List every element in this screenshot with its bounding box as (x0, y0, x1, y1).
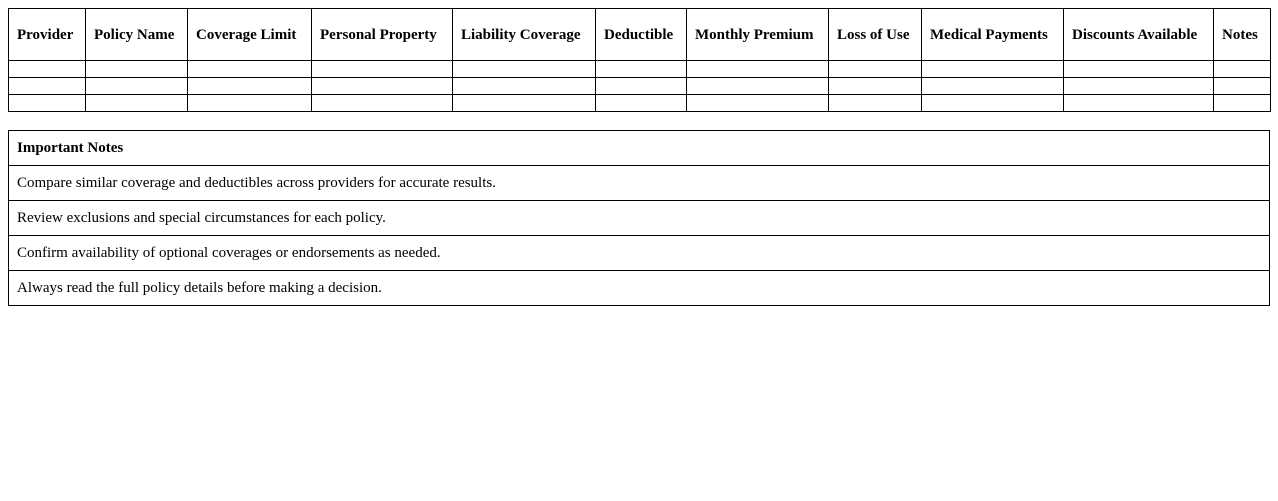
table-cell (86, 78, 188, 95)
table-cell (9, 95, 86, 112)
table-cell (312, 78, 453, 95)
important-notes-table (8, 130, 1270, 306)
table-cell (312, 61, 453, 78)
column-header-deductible: Deductible (596, 9, 687, 61)
column-header-loss-of-use: Loss of Use (829, 9, 922, 61)
note-item: Compare similar coverage and deductibles across providers for accurate results. (9, 166, 1270, 201)
column-header-provider: Provider (9, 9, 86, 61)
table-cell (596, 95, 687, 112)
table-cell (86, 95, 188, 112)
table-cell (9, 61, 86, 78)
column-header-medical-payments: Medical Payments (922, 9, 1064, 61)
table-cell (188, 78, 312, 95)
table-cell (922, 61, 1064, 78)
note-item: Always read the full policy details before making a decision. (9, 271, 1270, 306)
note-item: Review exclusions and special circumstances for each policy. (9, 201, 1270, 236)
column-header-coverage-limit: Coverage Limit (188, 9, 312, 61)
table-cell (596, 78, 687, 95)
table-cell (188, 61, 312, 78)
table-cell (596, 61, 687, 78)
table-cell (453, 61, 596, 78)
note-item: Confirm availability of optional coverages or endorsements as needed. (9, 236, 1270, 271)
table-cell (829, 78, 922, 95)
column-header-policy-name: Policy Name (86, 9, 188, 61)
table-row (9, 95, 1271, 112)
note-row (9, 236, 1270, 271)
table-row (9, 78, 1271, 95)
table-cell (453, 95, 596, 112)
note-row (9, 201, 1270, 236)
table-cell (829, 95, 922, 112)
header-row (9, 9, 1271, 61)
table-row (9, 61, 1271, 78)
insurance-comparison-table (8, 8, 1271, 112)
column-header-monthly-premium: Monthly Premium (687, 9, 829, 61)
table-cell (922, 95, 1064, 112)
table-cell (687, 78, 829, 95)
table-cell (9, 78, 86, 95)
table-cell (829, 61, 922, 78)
table-cell (86, 61, 188, 78)
table-cell (1214, 95, 1271, 112)
table-cell (687, 61, 829, 78)
table-cell (1214, 78, 1271, 95)
table-cell (1064, 61, 1214, 78)
notes-heading: Important Notes (9, 131, 1270, 166)
column-header-notes: Notes (1214, 9, 1271, 61)
table-cell (1214, 61, 1271, 78)
table-cell (312, 95, 453, 112)
column-header-discounts-available: Discounts Available (1064, 9, 1214, 61)
table-cell (188, 95, 312, 112)
table-cell (687, 95, 829, 112)
note-row (9, 166, 1270, 201)
table-cell (453, 78, 596, 95)
table-cell (1064, 78, 1214, 95)
table-cell (1064, 95, 1214, 112)
notes-heading-row (9, 131, 1270, 166)
table-cell (922, 78, 1064, 95)
column-header-liability-coverage: Liability Coverage (453, 9, 596, 61)
note-row (9, 271, 1270, 306)
column-header-personal-property: Personal Property (312, 9, 453, 61)
